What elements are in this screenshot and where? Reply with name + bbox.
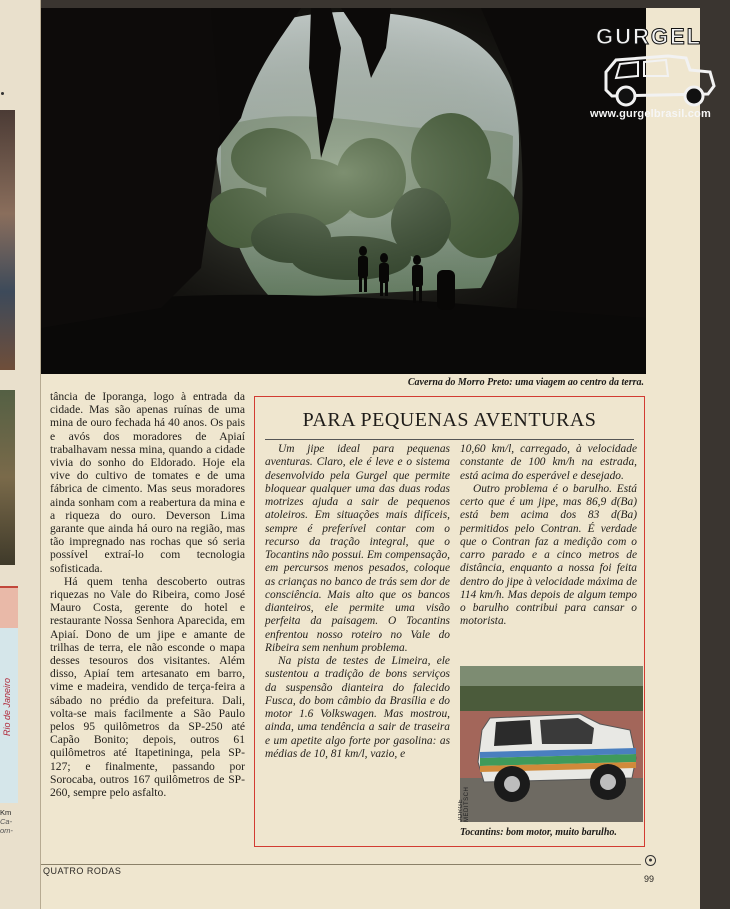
watermark-url: www.gurgelbrasil.com (590, 108, 711, 120)
footer-divider (41, 864, 641, 865)
jeep-photo (460, 666, 643, 822)
sidebar-paragraph: Outro problema é o barulho. Está certo que é um jipe, mas 86,9 d(Ba) está bem acima dos 83 d(Ba) permitidos pelo Contran. É verdade que o Contran faz a medição com o carro parado e a cinco metros de distância, enquanto a nossa foi feita dentro do jipe à velocidade máxima de 114 km/h. Mas depois de algum tempo o barulho contribui para cansar o motorista. (460, 482, 637, 628)
cave-photo-caption: Caverna do Morro Preto: uma viagem ao centro da terra. (407, 377, 644, 388)
facing-page-map (0, 586, 18, 803)
page-number: 99 (644, 874, 655, 884)
sidebar-paragraph: 10,60 km/l, carregado, à velocidade constante de 100 km/h na estrada, está acima do esperável e desejado. (460, 443, 637, 482)
magazine-page (41, 8, 711, 909)
bullet-dot (1, 92, 4, 95)
map-label: Rio de Janeiro (2, 678, 12, 737)
article-paragraph: Há quem tenha descoberto outras riquezas no Vale do Ribeira, como José Mauro Costa, gerente do hotel e restaurante Nossa Senhora Aparecida, em Apiaí. Dono de um jipe e amante de trilhas de terra, ele não esconde o mapa desses tesouros dos visitantes. Além disso, Apiaí tem artesanato em barro, vime e madeira, vendido de terça-feira a sábado no prédio da prefeitura. Dali, volta-se mais facilmente a São Paulo pelos 95 quilômetros da SP-250 até Capão Bonito; depois, outros 61 quilômetros até Itapetininga, pela SP-127; e finalmente, passando por Sorocaba, outros 167 quilômetros de SP-260, sempre pelo asfalto. (50, 574, 245, 800)
magazine-name: QUATRO RODAS (43, 866, 122, 876)
jeep-photo-caption: Tocantins: bom motor, muito barulho. (460, 827, 617, 838)
article-paragraph: tância de Iporanga, logo à entrada da cidade. Mas são apenas ruínas de uma mina de ouro fechada há 40 anos. Os pais e avós dos moradores de Apiaí trabalhavam nessa mina, quando a cidade vivia do sonho do Eldorado. Hoje ela vive do cultivo de tomates e de uma fábrica de cimento. Mas seus moradores ainda sonham com a reabertura da mina e a riqueza do ouro. Deverson Lima garante que ainda há ouro na região, mas tão impregnado nas rochas que só seria possível extraí-lo com tecnologia sofisticada. (50, 390, 245, 575)
cave-photo (41, 8, 646, 374)
caption-fragment-line: om- (0, 826, 13, 835)
sidebar-column-1 (265, 443, 450, 761)
facing-page-strip (0, 0, 41, 909)
photo-credit: JORGE MEDITSCH (458, 786, 470, 822)
cave-illustration (41, 8, 646, 374)
facing-page-photo-lower (0, 390, 15, 565)
sidebar-column-2 (460, 443, 637, 629)
caption-fragment-line: Km (0, 808, 12, 817)
caption-fragment-line: Ca- (0, 817, 13, 826)
watermark-brand: GURGEL (596, 24, 703, 49)
jeep-logo-icon (598, 50, 720, 108)
sidebar-paragraph: Um jipe ideal para pequenas aventuras. Claro, ele é leve e o sistema desenvolvido pela Gurgel que permite bloquear qualquer uma das duas rodas motrizes ajuda a sair de pequenos atoleiros. Em situações mais difíceis, sempre é preferível contar com o recurso da tração integral, que o Tocantins não possui. Em compensação, em percursos menos pesados, coloque as crianças no banco de trás sem dor de consciência. Mais alto que os bancos dianteiros, ele permite uma visão perfeita da paisagem. O Tocantins enfrentou nosso roteiro no Vale do Ribeira sem nenhum problema. (265, 443, 450, 654)
gurgel-watermark (590, 24, 730, 124)
sidebar-paragraph: Na pista de testes de Limeira, ele sustentou a tradição de bons serviços da suspensão dianteira do falecido Fusca, do bom câmbio da Brasília e do motor 1.6 Volkswagen. Mas mostrou, ainda, uma tendência a sair de traseira e um apetite algo forte por gasolina: as médias de 10, 81 km/l, vazio, e (265, 655, 450, 760)
sidebar-title: PARA PEQUENAS AVENTURAS (302, 409, 597, 431)
page-marker-icon: ● (645, 855, 656, 866)
jeep-illustration (460, 666, 643, 822)
facing-page-photo (0, 110, 15, 370)
map-header-band (0, 588, 18, 628)
title-divider (265, 439, 634, 440)
article-column (50, 390, 245, 799)
facing-page-caption-fragment (0, 808, 20, 835)
sidebar-box (254, 396, 645, 847)
